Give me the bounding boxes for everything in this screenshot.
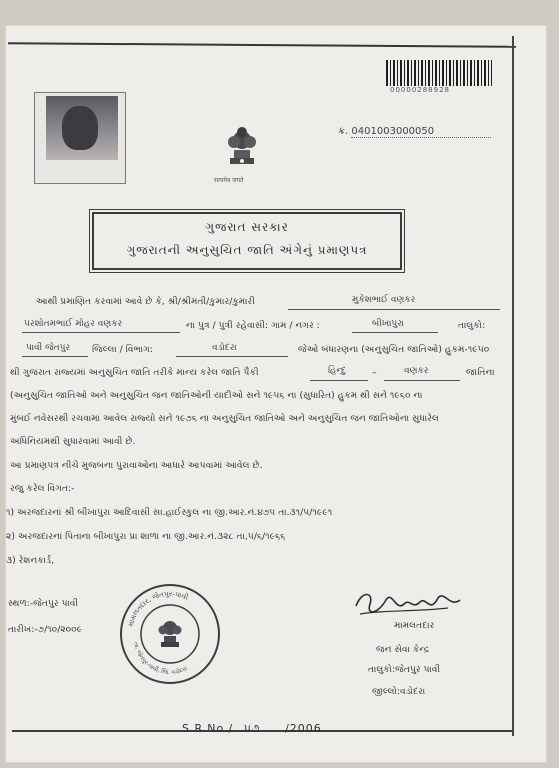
- title-box: [92, 212, 402, 270]
- evidence-item-3: ૩) રેશનકાર્ડ,: [6, 555, 55, 566]
- caste-underline: [384, 380, 460, 381]
- residence-label: ના પુત્ર / પુત્રી રહેવાસી: ગામ / નગર :: [186, 320, 320, 331]
- evidence-item-2: ૨) અરજદારનાં પિતાના બીખાપુરા પ્રા શાળા ના જી.આર.નં.૩૨૮ તા,૫/૬/૧૯૬૬: [6, 531, 286, 542]
- taluka-underline: [22, 356, 88, 357]
- applicant-photo: [46, 96, 118, 160]
- certificate-title: ગુજરાતની અનુસુચિત જાતિ અંગેનું પ્રમાણપત્ર: [126, 243, 368, 257]
- svg-text:મામલતદાર, જેતપુર-પાવી: [127, 590, 190, 627]
- order-history-line-3: અધિનિયમથી સુધારવામાં આવી છે.: [10, 436, 136, 447]
- dash: –: [372, 367, 377, 378]
- serial-number: 0401003000050: [351, 126, 491, 138]
- recognized-caste-text: થી ગુજરાત રાજ્યમાં અનુસુચિત જાતિ તરીકે માન્ય કરેલ જાતિ પૈકી: [10, 367, 259, 378]
- caste-suffix: જાતિના: [466, 367, 495, 378]
- religion-underline: [310, 380, 368, 381]
- father-name: પરશોતમભાઈ મોહર વણકર: [24, 319, 123, 329]
- barcode: [386, 60, 492, 86]
- office-name: જન સેવા કેન્દ્ર: [376, 644, 430, 655]
- sr-year-prefix: /200: [285, 722, 314, 735]
- village-underline: [352, 332, 438, 333]
- serial-register-number: [182, 722, 322, 736]
- order-history-line-1: (અનુસુચિત જાતિઓ અને અનુસુચિત જન જાતિઓની યાદીઓ સને ૧૯૫૬ ના (સુધારિત) હુકમ થી સને ૧૯૬૦ ના: [10, 390, 423, 401]
- village-name: બીખાપુરા: [372, 319, 405, 329]
- intro-text: આથી પ્રમાણિત કરવામાં આવે છે કે, શ્રી/શ્રીમતી/કુમાર/કુમારી: [36, 296, 255, 307]
- issue-date: તારીખ:-૭/૧૦/૨૦૦૯: [8, 624, 83, 635]
- officer-designation: મામલતદાર: [394, 620, 435, 631]
- right-border-line: [512, 36, 514, 736]
- sr-year-suffix: 6: [313, 722, 322, 735]
- religion: હિન્દુ: [328, 366, 346, 376]
- taluka-name: પાવી જેતપુર: [26, 343, 71, 353]
- evidence-item-1: ૧) અરજદારનાં શ્રી બીખાપુરા આદિવાસી સા.હાઈસ્કુલ ના જી.આર.નં.૪૭૫ તા.૩૧/૫/૧૯૯૧: [6, 507, 333, 518]
- evidence-statement: આ પ્રમાણપત્ર નીચે મુજબના પુરાવાઓના આધારે આપવામાં આવેલ છે.: [10, 460, 263, 471]
- sr-label: S.R.No./: [182, 722, 234, 735]
- emblem-caption: सत्यमेव जयते: [214, 177, 244, 184]
- district-name: વડોદરા: [212, 343, 237, 353]
- office-district: જીલ્લો:વડોદરા: [372, 686, 426, 697]
- father-underline: [22, 332, 180, 333]
- order-history-line-2: મુંબઈ નવેસરથી રચવામાં આવેલ રાજ્યો સને ૧૯૭૬ ના અનુસુચિત જાતિઓ અને અનુસુચિત જન જાતિઓના સુધારેલ: [10, 413, 439, 424]
- barcode-number: 00000288928: [390, 86, 450, 94]
- serial-number-field: ક્ર. 0401003000050: [338, 126, 491, 138]
- seal-top-text: મામલતદાર, જેતપુર-પાવી: [126, 589, 190, 628]
- sr-value: ૫૭: [243, 722, 261, 735]
- holder-name: મુકેશભાઈ વણકર: [352, 295, 416, 305]
- taluka-label: તાલુકો:: [458, 320, 486, 331]
- district-label: જિલ્લા / વિભાગ:: [92, 344, 153, 355]
- national-emblem-icon: [216, 120, 268, 172]
- seal-bottom-text: તા. જેતપુર-પાવી, જિ. વડોદરા: [132, 641, 189, 677]
- office-taluka: તાલુકો:જેતપુર પાવી: [368, 664, 441, 675]
- order-reference: જેઓ બંધારણના (અનુસુચિત જાતિઓ) હુકમ-૧૯૫૦: [298, 344, 490, 355]
- caste: વણકર: [404, 366, 429, 376]
- evidence-heading: રજુ કરેલ વિગત:-: [10, 483, 75, 494]
- place: સ્થળ:-જેતપુર પાવી: [8, 598, 79, 609]
- official-round-seal: [118, 582, 222, 686]
- name-underline: [288, 309, 500, 310]
- issuing-authority: ગુજરાત સરકાર: [205, 220, 289, 234]
- svg-text:તા. જેતપુર-પાવી, જિ. વડોદરા: [132, 642, 189, 677]
- district-underline: [176, 356, 288, 357]
